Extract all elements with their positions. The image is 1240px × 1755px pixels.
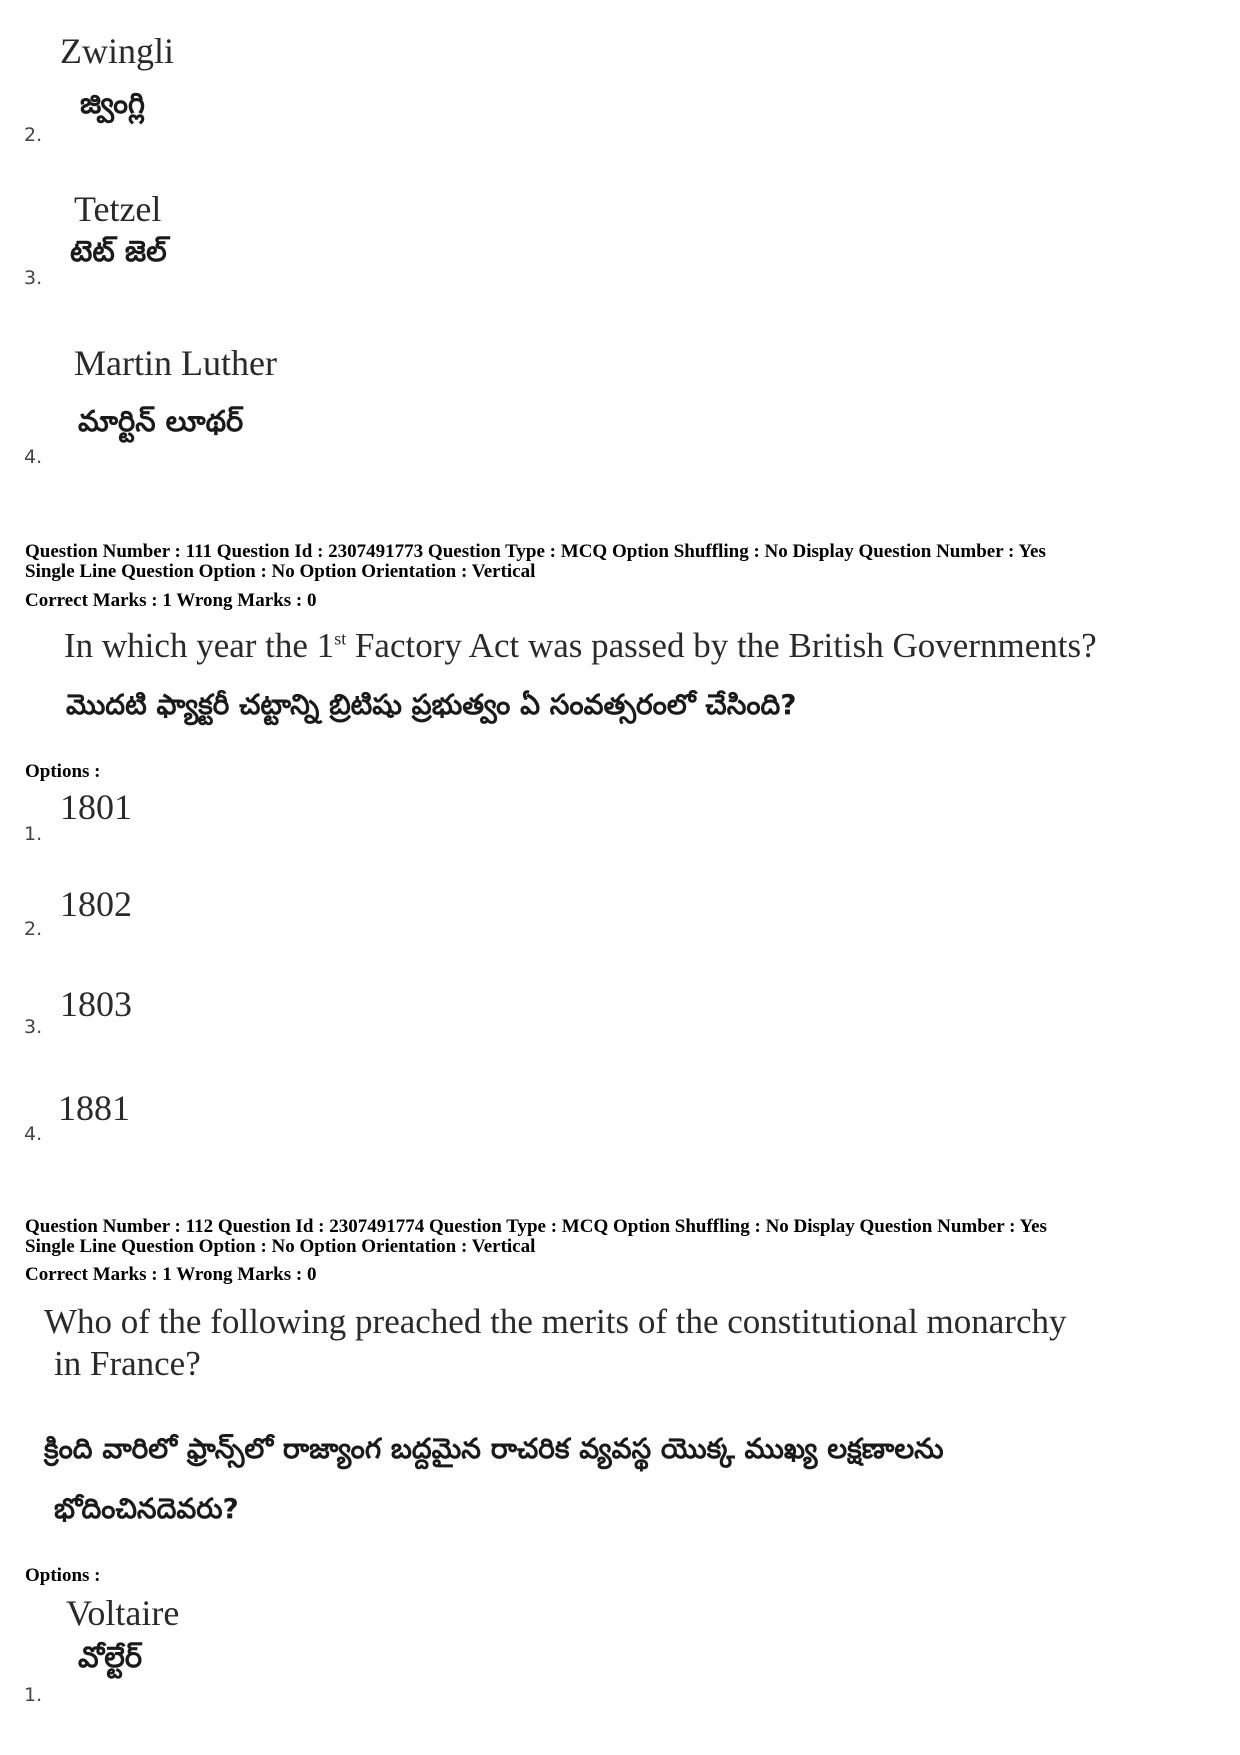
option-4-english: Martin Luther bbox=[74, 343, 277, 383]
q112-question-telugu-line2: భోదించినదెవరు? bbox=[54, 1492, 239, 1525]
q111-marks: Correct Marks : 1 Wrong Marks : 0 bbox=[25, 590, 317, 611]
q112-question-english-line1: Who of the following preached the merits of the constitutional monarchy bbox=[44, 1302, 1067, 1341]
q111-option-2-number: 2. bbox=[24, 918, 43, 940]
q111-option-3-value: 1803 bbox=[60, 984, 132, 1024]
q111-option-1-number: 1. bbox=[24, 823, 43, 845]
q112-meta-line2: Single Line Question Option : No Option Orientation : Vertical bbox=[25, 1236, 536, 1257]
q112-marks: Correct Marks : 1 Wrong Marks : 0 bbox=[25, 1264, 317, 1285]
q111-option-4-number: 4. bbox=[24, 1123, 43, 1145]
q112-options-label: Options : bbox=[25, 1565, 101, 1586]
option-3-english: Tetzel bbox=[74, 189, 162, 229]
q111-meta-line1: Question Number : 111 Question Id : 2307491773 Question Type : MCQ Option Shuffling : No Display Question Number : Yes bbox=[25, 541, 1046, 562]
q111-question-en-part2: Factory Act was passed by the British Governments? bbox=[346, 626, 1097, 665]
option-2-telugu: జ్వింగ్లి bbox=[80, 86, 145, 120]
q111-options-label: Options : bbox=[25, 761, 101, 782]
option-3-telugu: టెట్ జెల్ bbox=[70, 234, 167, 268]
q111-question-english bbox=[64, 626, 1097, 666]
q112-option-1-number: 1. bbox=[24, 1684, 43, 1706]
q111-question-telugu: మొదటి ఫ్యాక్టరీ చట్టాన్ని బ్రిటిషు ప్రభుత్వం ఏ సంవత్సరంలో చేసింది? bbox=[66, 688, 797, 721]
q111-option-3-number: 3. bbox=[24, 1016, 43, 1038]
q111-option-1-value: 1801 bbox=[60, 787, 132, 827]
q111-question-en-sup: st bbox=[334, 628, 347, 649]
q112-question-telugu-line1: క్రింది వారిలో ఫ్రాన్స్‌లో రాజ్యాంగ బద్దమైన రాచరిక వ్యవస్థ యొక్క ముఖ్య లక్షణాలను bbox=[44, 1432, 944, 1465]
q112-question-english-line2: in France? bbox=[54, 1344, 201, 1383]
q111-meta-line2: Single Line Question Option : No Option Orientation : Vertical bbox=[25, 561, 536, 582]
q112-option-1-telugu: వోల్టేర్ bbox=[78, 1640, 143, 1674]
q112-option-1-english: Voltaire bbox=[66, 1593, 180, 1633]
option-2-english: Zwingli bbox=[60, 31, 174, 71]
option-2-number: 2. bbox=[24, 124, 43, 146]
option-3-number: 3. bbox=[24, 267, 43, 289]
q112-meta-line1: Question Number : 112 Question Id : 2307491774 Question Type : MCQ Option Shuffling : No Display Question Number : Yes bbox=[25, 1216, 1047, 1237]
q111-option-2-value: 1802 bbox=[60, 884, 132, 924]
q111-question-en-part1: In which year the 1 bbox=[64, 626, 335, 665]
option-4-telugu: మార్టిన్ లూథర్ bbox=[78, 404, 244, 438]
option-4-number: 4. bbox=[24, 446, 43, 468]
q111-option-4-value: 1881 bbox=[58, 1088, 130, 1128]
